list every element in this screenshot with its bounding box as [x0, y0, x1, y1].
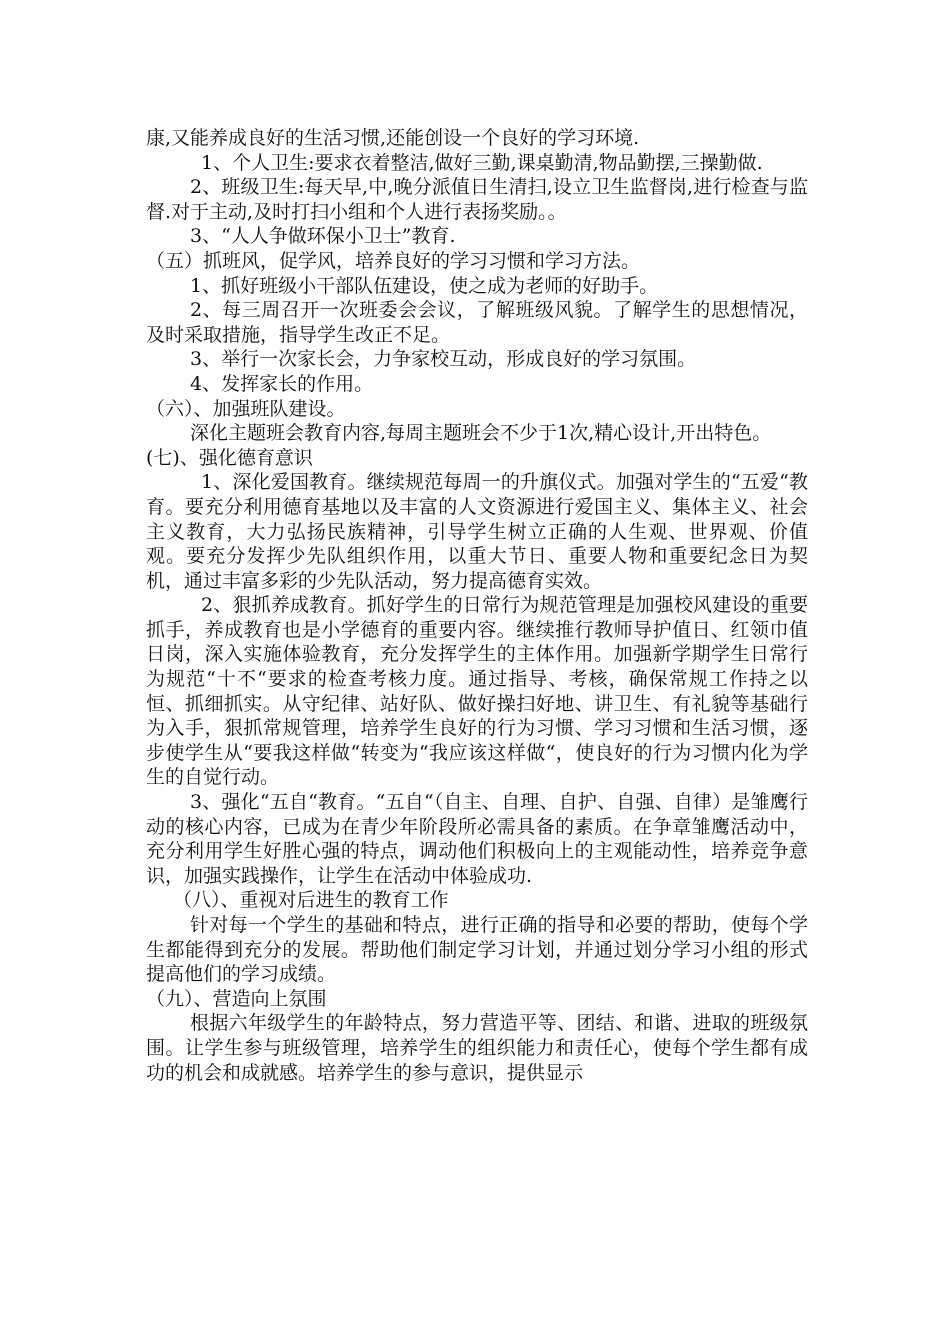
paragraph: 2、每三周召开一次班委会会议，了解班级风貌。了解学生的思想情况，及时采取措施，指导学生改正不足。 [146, 299, 808, 346]
paragraph: （五）抓班风，促学风，培养良好的学习习惯和学习方法。 [146, 249, 641, 272]
paragraph: 针对每一个学生的基础和特点，进行正确的指导和必要的帮助，使每个学生都能得到充分的发展。帮助他们制定学习计划，并通过划分学习小组的形式提高他们的学习成绩。 [146, 914, 808, 986]
document-body [146, 126, 808, 1085]
paragraph: 1、抓好班级小干部队伍建设，使之成为老师的好助手。 [190, 274, 659, 297]
paragraph: 根据六年级学生的年龄特点，努力营造平等、团结、和谐、进取的班级氛围。让学生参与班级管理，培养学生的组织能力和责任心，使每个学生都有成功的机会和成就感。培养学生的参与意识，提供显示 [146, 1012, 808, 1084]
paragraph: (七)、强化德育意识 [146, 446, 313, 469]
paragraph: （九）、营造向上氛围 [146, 987, 327, 1010]
paragraph: 3、“人人争做环保小卫士”教育. [190, 225, 456, 248]
paragraph: 1、个人卫生:要求衣着整洁,做好三勤,课桌勤清,物品勤摆,三操勤做. [201, 151, 763, 174]
paragraph: （六）、加强班队建设。 [146, 397, 346, 420]
paragraph: 1、深化爱国教育。继续规范每周一的升旗仪式。加强对学生的“五爱“教育。要充分利用德育基地以及丰富的人文资源进行爱国主义、集体主义、社会主义教育，大力弘扬民族精神，引导学生树立正确的人生观、世界观、价值观。要充分发挥少先队组织作用，以重大节日、重要人物和重要纪念日为契机，通过丰富多彩的少先队活动，努力提高德育实效。 [146, 471, 808, 592]
paragraph: 3、举行一次家长会，力争家校互动，形成良好的学习氛围。 [190, 348, 697, 371]
paragraph: 3、强化“五自“教育。“五自“（自主、自理、自护、自强、自律）是雏鹰行动的核心内容，已成为在青少年阶段所必需具备的素质。在争章雏鹰活动中，充分利用学生好胜心强的特点，调动他们积极向上的主观能动性，培养竞争意识，加强实践操作，让学生在活动中体验成功. [146, 791, 808, 887]
paragraph: 4、发挥家长的作用。 [190, 372, 374, 395]
paragraph: 2、班级卫生:每天早,中,晚分派值日生清扫,设立卫生监督岗,进行检查与监督.对于主动,及时打扫小组和个人进行表扬奖励。。 [146, 176, 808, 223]
paragraph: （八）、重视对后进生的教育工作 [173, 889, 449, 912]
paragraph: 深化主题班会教育内容,每周主题班会不少于1次,精心设计,开出特色。 [190, 422, 772, 445]
paragraph: 康,又能养成良好的生活习惯,还能创设一个良好的学习环境. [146, 127, 640, 149]
paragraph: 2、狠抓养成教育。抓好学生的日常行为规范管理是加强校风建设的重要抓手，养成教育也是小学德育的重要内容。继续推行教师导护值日、红领巾值日岗，深入实施体验教育，充分发挥学生的主体作用。加强新学期学生日常行为规范“十不“要求的检查考核力度。通过指导、考核，确保常规工作持之以恒、抓细抓实。从守纪律、站好队、做好操扫好地、讲卫生、有礼貌等基础行为入手，狠抓常规管理，培养学生良好的行为习惯、学习习惯和生活习惯，逐步使学生从“要我这样做“转变为“我应该这样做“，使良好的行为习惯内化为学生的自觉行动。 [146, 594, 808, 789]
